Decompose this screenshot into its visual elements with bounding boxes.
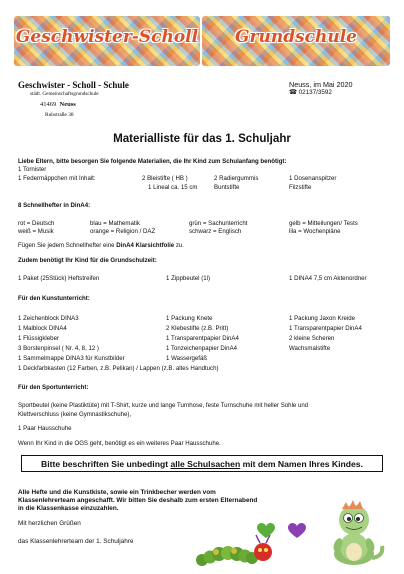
school-subtitle: städt. Gemeinschaftsgrundschule xyxy=(30,91,99,97)
art-item: 1 Zeichenblock DINA3 xyxy=(18,315,79,322)
banner-school-logo-text: Geschwister-Scholl xyxy=(15,27,199,47)
item-dosenanspitzer: 1 Dosenanspitzer xyxy=(289,175,337,182)
footer-bold-line: in die Klassenkasse einzuzahlen. xyxy=(18,505,119,512)
notice-after: mit dem Namen Ihres Kindes. xyxy=(240,458,363,469)
sport-text-line: Sportbeutel (keine Plastiktüte) mit T-Shirt, kurze und lange Turnhose, feste Turnschuhe mit heller Sohle und xyxy=(18,402,309,409)
phone-number: 02137/3592 xyxy=(298,89,332,96)
folders-heading: 8 Schnellhefter in DinA4: xyxy=(18,202,91,209)
art-item: 1 Packung Jaxon Kreide xyxy=(289,315,356,322)
art-item: 2 Klebestifte (z.B. Pritt) xyxy=(166,325,229,332)
postal-address xyxy=(40,101,76,108)
item-filzstifte: Filzstifte xyxy=(289,184,312,191)
notice-before: Bitte beschriften Sie unbedingt xyxy=(41,458,171,469)
item-federmappchen: 1 Federmäppchen mit Inhalt: xyxy=(18,175,96,182)
art-item: 1 Sammelmappe DINA3 für Kunstbilder xyxy=(18,355,125,362)
signature: das Klassenlehrerteam der 1. Schuljahre xyxy=(18,538,134,545)
notice-text xyxy=(41,459,363,469)
page-title: Materialliste für das 1. Schuljahr xyxy=(113,132,291,145)
banner-mosaic-left xyxy=(14,16,200,66)
folder-item: grün = Sachunterricht xyxy=(189,220,248,227)
art-item: 1 Packung Knete xyxy=(166,315,213,322)
banner-mosaic-right xyxy=(202,16,390,66)
folders-note xyxy=(18,243,184,249)
sport-heading: Für den Sportunterricht: xyxy=(18,384,89,391)
art-item: 1 Wassergefäß xyxy=(166,355,208,362)
school-banner xyxy=(14,16,390,66)
art-item-deckfarbkasten: 1 Deckfarbkasten (12 Farben, z.B. Pelikan) / Lappen (z.B. altes Handtuch) xyxy=(18,365,219,372)
postal-code: 41469 xyxy=(40,101,57,108)
art-item: 2 kleine Scheren xyxy=(289,335,335,342)
item-buntstifte: Buntstifte xyxy=(214,184,240,191)
art-item: 1 Tonzeichenpapier DinA4 xyxy=(166,345,238,352)
caterpillar-body xyxy=(196,546,258,566)
art-item: Wachsmalstifte xyxy=(289,345,331,352)
art-item: 1 Transparentpapier DinA4 xyxy=(289,325,362,332)
labeling-notice-box xyxy=(21,455,383,472)
phone-line xyxy=(289,89,332,96)
phone-icon: ☎ xyxy=(289,89,297,96)
house-shoes: 1 Paar Hausschuhe xyxy=(18,425,72,432)
item-radiergummis: 2 Radiergummis xyxy=(214,175,259,182)
city: Neuss xyxy=(59,101,76,108)
purple-heart-icon xyxy=(288,523,306,539)
school-name: Geschwister - Scholl - Schule xyxy=(18,80,129,90)
folder-item: schwarz = Englisch xyxy=(189,228,242,235)
school-time-item: 1 Zippbeutel (1l) xyxy=(166,275,211,282)
folder-item: blau = Mathematik xyxy=(90,220,140,227)
folders-note-prefix: Fügen Sie jedem Schnellhefter eine xyxy=(18,242,117,249)
street-address: Rubstraße 38 xyxy=(45,112,74,118)
art-item: 1 Flüssigkleber xyxy=(18,335,59,342)
folders-note-bold: DinA4 Klarsichtfolie xyxy=(116,242,175,249)
art-heading: Für den Kunstunterricht: xyxy=(18,295,90,302)
ogs-note: Wenn Ihr Kind in die OGS geht, benötigt es ein weiteres Paar Hausschuhe. xyxy=(18,440,221,447)
item-bleistifte: 2 Bleistifte ( HB ) xyxy=(142,175,188,182)
school-time-heading: Zudem benötigt Ihr Kind für die Grundschulzeit: xyxy=(18,257,157,264)
green-heart-icon xyxy=(257,523,275,539)
notice-underlined: alle Schulsachen xyxy=(170,458,241,469)
item-lineal: 1 Lineal ca. 15 cm xyxy=(148,184,198,191)
folders-note-suffix: zu. xyxy=(174,242,184,249)
footer-bold-line: Alle Hefte und die Kunstkiste, sowie ein Trinkbecher werden vom xyxy=(18,489,216,496)
folder-item: rot = Deutsch xyxy=(18,220,55,227)
intro-text: Liebe Eltern, bitte besorgen Sie folgende Materialien, die Ihr Kind zum Schulanfang benötigt: xyxy=(18,158,287,165)
sport-text-line: Klettverschluss (keine Gymnastikschuhe), xyxy=(18,411,132,418)
folder-item: lila = Wochenpläne xyxy=(289,228,341,235)
dragon-illustration xyxy=(324,500,388,568)
school-time-item: 1 DINA4 7,5 cm Aktenordner xyxy=(289,275,367,282)
folder-item: gelb = Mitteilungen/ Tests xyxy=(289,220,358,227)
item-tornister: 1 Tornister xyxy=(18,166,47,173)
school-time-item: 1 Paket (25Stück) Heftstreifen xyxy=(18,275,100,282)
art-item: 3 Borstenpinsel ( Nr. 4, 8, 12 ) xyxy=(18,345,99,352)
folder-item: orange = Religion / DAZ xyxy=(90,228,156,235)
art-item: 1 Malblock DINA4 xyxy=(18,325,67,332)
folder-item: weiß = Musik xyxy=(18,228,54,235)
footer-bold-line: Klassenlehrerteam angeschafft. Wir bitten Sie deshalb zum ersten Elternabend xyxy=(18,497,258,504)
greeting: Mit herzlichen Grüßen xyxy=(18,520,81,527)
banner-grundschule-text: Grundschule xyxy=(235,27,357,47)
place-date: Neuss, im Mai 2020 xyxy=(289,80,353,89)
art-item: 1 Transparentpapier DinA4 xyxy=(166,335,239,342)
